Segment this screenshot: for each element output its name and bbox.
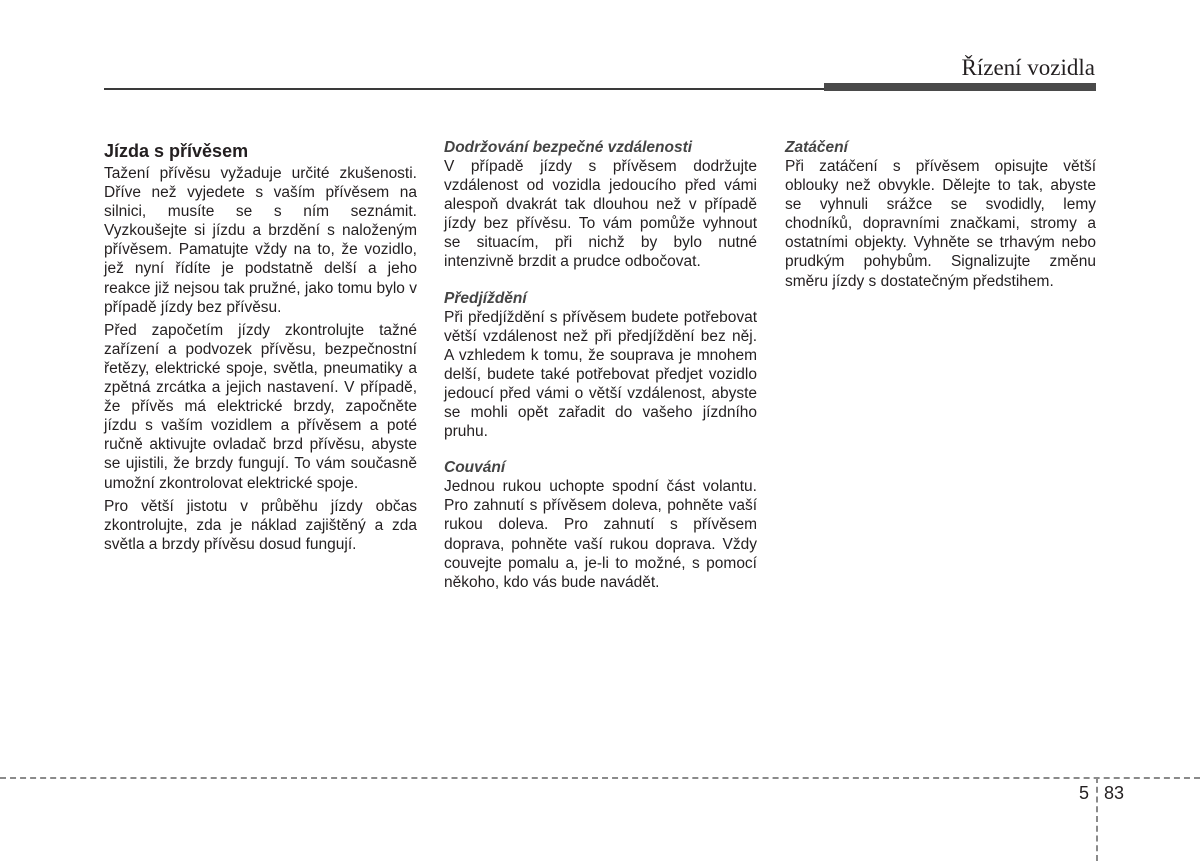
section-heading-overtaking: Předjíždění [444, 289, 527, 307]
paragraph-towing-load: Pro větší jistotu v průběhu jízdy občas zkontrolujte, zda je náklad zajištěný a zda světla a brzdy přívěsu dosud fungují. [104, 497, 417, 553]
column-left [104, 138, 417, 558]
header-divider-thin [104, 88, 826, 90]
paragraph-towing-intro: Tažení přívěsu vyžaduje určité zkušenosti. Dříve než vyjedete s vaším přívěsem na silnici, musíte se s ním seznámit. Vyzkoušejte si jízdu a brzdění s naloženým přívěsem. Pamatujte vždy na to, že vozidlo, jež nyní řídíte je podstatně delší a jeho reakce již nejsou tak pružné, jako tomu bylo v případě jízdy bez přívěsu. [104, 165, 417, 316]
paragraph-towing-check: Před započetím jízdy zkontrolujte tažné zařízení a podvozek přívěsu, bezpečnostní řetězy, elektrické spoje, světla, pneumatiky a zpětná zrcátka a jejich nastavení. V případě, že přívěs má elektrické brzdy, započněte jízdu s vaším vozidlem a přívěsem a poté ručně aktivujte ovladač brzd přívěsu, abyste se ujistili, že brzdy fungují. To vám současně umožní zkontrolovat elektrické spoje. [104, 321, 417, 492]
section-heading-turning: Zatáčení [785, 139, 848, 156]
paragraph-turning: Při zatáčení s přívěsem opisujte větší oblouky než obvykle. Dělejte to tak, abyste se vyhnuli srážce se svodidly, lemy chodníků, dopravními značkami, stromy a ostatními objekty. Vyhněte se trhavým nebo prudkým pohybům. Signalizujte změnu směru jízdy s dostatečným předstihem. [785, 158, 1096, 290]
footer-vertical-divider [1096, 777, 1098, 861]
paragraph-reversing: Jednou rukou uchopte spodní část volantu. Pro zahnutí s přívěsem doleva, pohněte vaší rukou doleva. Pro zahnutí s přívěsem doprava, pohněte vaší rukou doprava. Vždy couvejte pomalu a, je-li to možné, s pomocí někoho, kdo vás bude navádět. [444, 478, 757, 591]
column-right [785, 138, 1096, 295]
section-heading-distance: Dodržování bezpečné vzdálenosti [444, 139, 693, 156]
page-number: 83 [1104, 783, 1125, 803]
paragraph-distance: V případě jízdy s přívěsem dodržujte vzdálenost od vozidla jedoucího před vámi alespoň dvakrát tak dlouhou než v případě jízdy bez přívěsu. To vám pomůže vyhnout se situacím, při nichž by bylo nutné intenzivně brzdit a prudce odbočovat. [444, 158, 757, 271]
section-heading-reversing: Couvání [444, 459, 506, 477]
header-divider-thick [824, 83, 1096, 91]
section-number: 5 [1079, 783, 1090, 803]
footer-dashed-rule [0, 777, 1200, 779]
column-middle [444, 138, 757, 596]
chapter-title: Řízení vozidla [961, 55, 1095, 80]
paragraph-overtaking: Při předjíždění s přívěsem budete potřebovat větší vzdálenost než při předjíždění bez něj. A vzhledem k tomu, že souprava je mnohem delší, budete také potřebovat předjet vozidlo jedoucí před vámi o větší vzdálenost, abyste se mohli opět zařadit do vašeho jízdního pruhu. [444, 308, 757, 441]
section-heading-towing: Jízda s přívěsem [104, 141, 249, 161]
